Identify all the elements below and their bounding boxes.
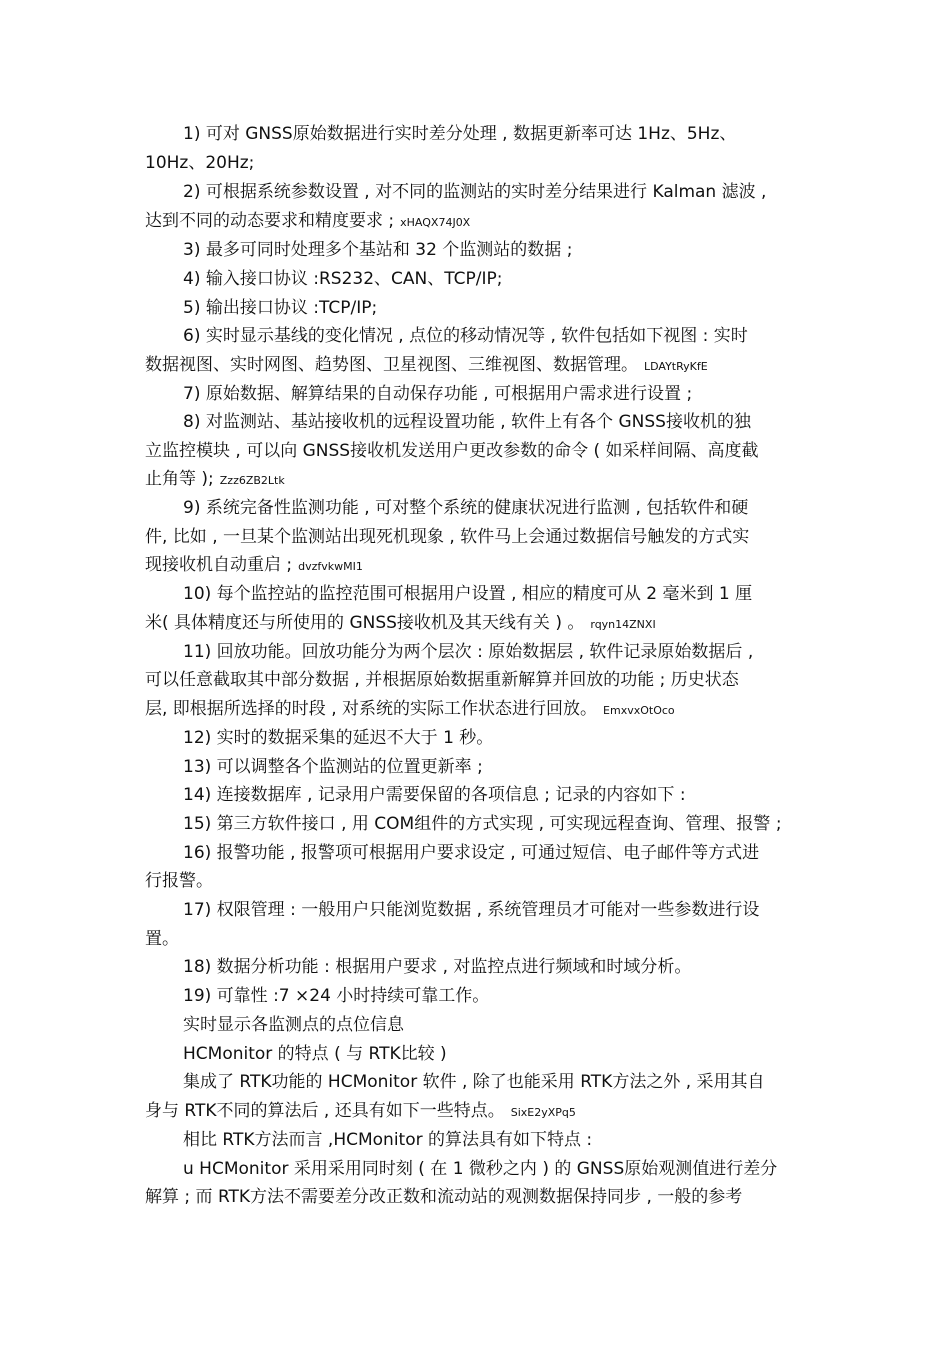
text-line: 16) 报警功能 , 报警项可根据用户要求设定 , 可通过短信、电子邮件等方式进 <box>183 843 760 863</box>
text-line: 6) 实时显示基线的变化情况 , 点位的移动情况等 , 软件包括如下视图 : 实时 <box>183 326 748 346</box>
text-line: 2) 可根据系统参数设置 , 对不同的监测站的实时差分结果进行 Kalman 滤波 , <box>183 182 767 202</box>
text-line: 现接收机自动重启 ; dvzfvkwMI1 <box>145 555 363 575</box>
text-line: 19) 可靠性 :7 ×24 小时持续可靠工作。 <box>183 986 490 1006</box>
text-line: 集成了 RTK功能的 HCMonitor 软件 , 除了也能采用 RTK方法之外 , 采用其自 <box>183 1072 765 1092</box>
text-line: 立监控模块 , 可以向 GNSS接收机发送用户更改参数的命令 ( 如采样间隔、高度截 <box>145 441 759 461</box>
text-line: 米( 具体精度还与所使用的 GNSS接收机及其天线有关 ) 。 rqyn14ZNXI <box>145 613 656 633</box>
text-line: 实时显示各监测点的点位信息 <box>183 1015 404 1035</box>
text-line: 7) 原始数据、解算结果的自动保存功能 , 可根据用户需求进行设置 ; <box>183 384 693 404</box>
text-line: 达到不同的动态要求和精度要求 ; xHAQX74J0X <box>145 211 471 231</box>
text-line: 10Hz、20Hz; <box>145 153 255 173</box>
text-line: 数据视图、实时网图、趋势图、卫星视图、三维视图、数据管理。 LDAYtRyKfE <box>145 355 708 375</box>
text-line: 10) 每个监控站的监控范围可根据用户设置 , 相应的精度可从 2 毫米到 1 厘 <box>183 584 753 604</box>
text-line: 11) 回放功能。回放功能分为两个层次 : 原始数据层 , 软件记录原始数据后 , <box>183 642 754 662</box>
text-line: 15) 第三方软件接口 , 用 COM组件的方式实现 , 可实现远程查询、管理、报警 ; <box>183 814 782 834</box>
text-line: 14) 连接数据库 , 记录用户需要保留的各项信息 ; 记录的内容如下 : <box>183 785 686 805</box>
text-line: 3) 最多可同时处理多个基站和 32 个监测站的数据 ; <box>183 240 573 260</box>
text-line: 17) 权限管理 : 一般用户只能浏览数据 , 系统管理员才可能对一些参数进行设 <box>183 900 760 920</box>
text-line: 解算 ; 而 RTK方法不需要差分改正数和流动站的观测数据保持同步 , 一般的参考 <box>145 1187 743 1207</box>
text-line: 13) 可以调整各个监测站的位置更新率 ; <box>183 757 483 777</box>
text-line: HCMonitor 的特点 ( 与 RTK比较 ) <box>183 1044 447 1064</box>
text-line: 相比 RTK方法而言 ,HCMonitor 的算法具有如下特点 : <box>183 1130 593 1150</box>
text-line: 件, 比如 , 一旦某个监测站出现死机现象 , 软件马上会通过数据信号触发的方式实 <box>145 527 750 547</box>
text-line: 9) 系统完备性监测功能 , 可对整个系统的健康状况进行监测 , 包括软件和硬 <box>183 498 749 518</box>
text-line: 8) 对监测站、基站接收机的远程设置功能 , 软件上有各个 GNSS接收机的独 <box>183 412 751 432</box>
text-line: 18) 数据分析功能 : 根据用户要求 , 对监控点进行频域和时域分析。 <box>183 957 692 977</box>
text-line: 置。 <box>145 929 179 949</box>
text-line: 身与 RTK不同的算法后 , 还具有如下一些特点。 SixE2yXPq5 <box>145 1101 576 1121</box>
text-line: 层, 即根据所选择的时段 , 对系统的实际工作状态进行回放。 EmxvxOtOco <box>145 699 675 719</box>
text-line: 行报警。 <box>145 871 213 891</box>
text-line: 4) 输入接口协议 :RS232、CAN、TCP/IP; <box>183 269 503 289</box>
text-line: u HCMonitor 采用采用同时刻 ( 在 1 微秒之内 ) 的 GNSS原始观测值进行差分 <box>183 1159 778 1179</box>
text-line: 可以任意截取其中部分数据 , 并根据原始数据重新解算并回放的功能 ; 历史状态 <box>145 670 739 690</box>
text-line: 1) 可对 GNSS原始数据进行实时差分处理 , 数据更新率可达 1Hz、5Hz、 <box>183 124 737 144</box>
text-line: 5) 输出接口协议 :TCP/IP; <box>183 298 378 318</box>
text-line: 12) 实时的数据采集的延迟不大于 1 秒。 <box>183 728 494 748</box>
text-line: 止角等 ); Zzz6ZB2Ltk <box>145 469 285 489</box>
